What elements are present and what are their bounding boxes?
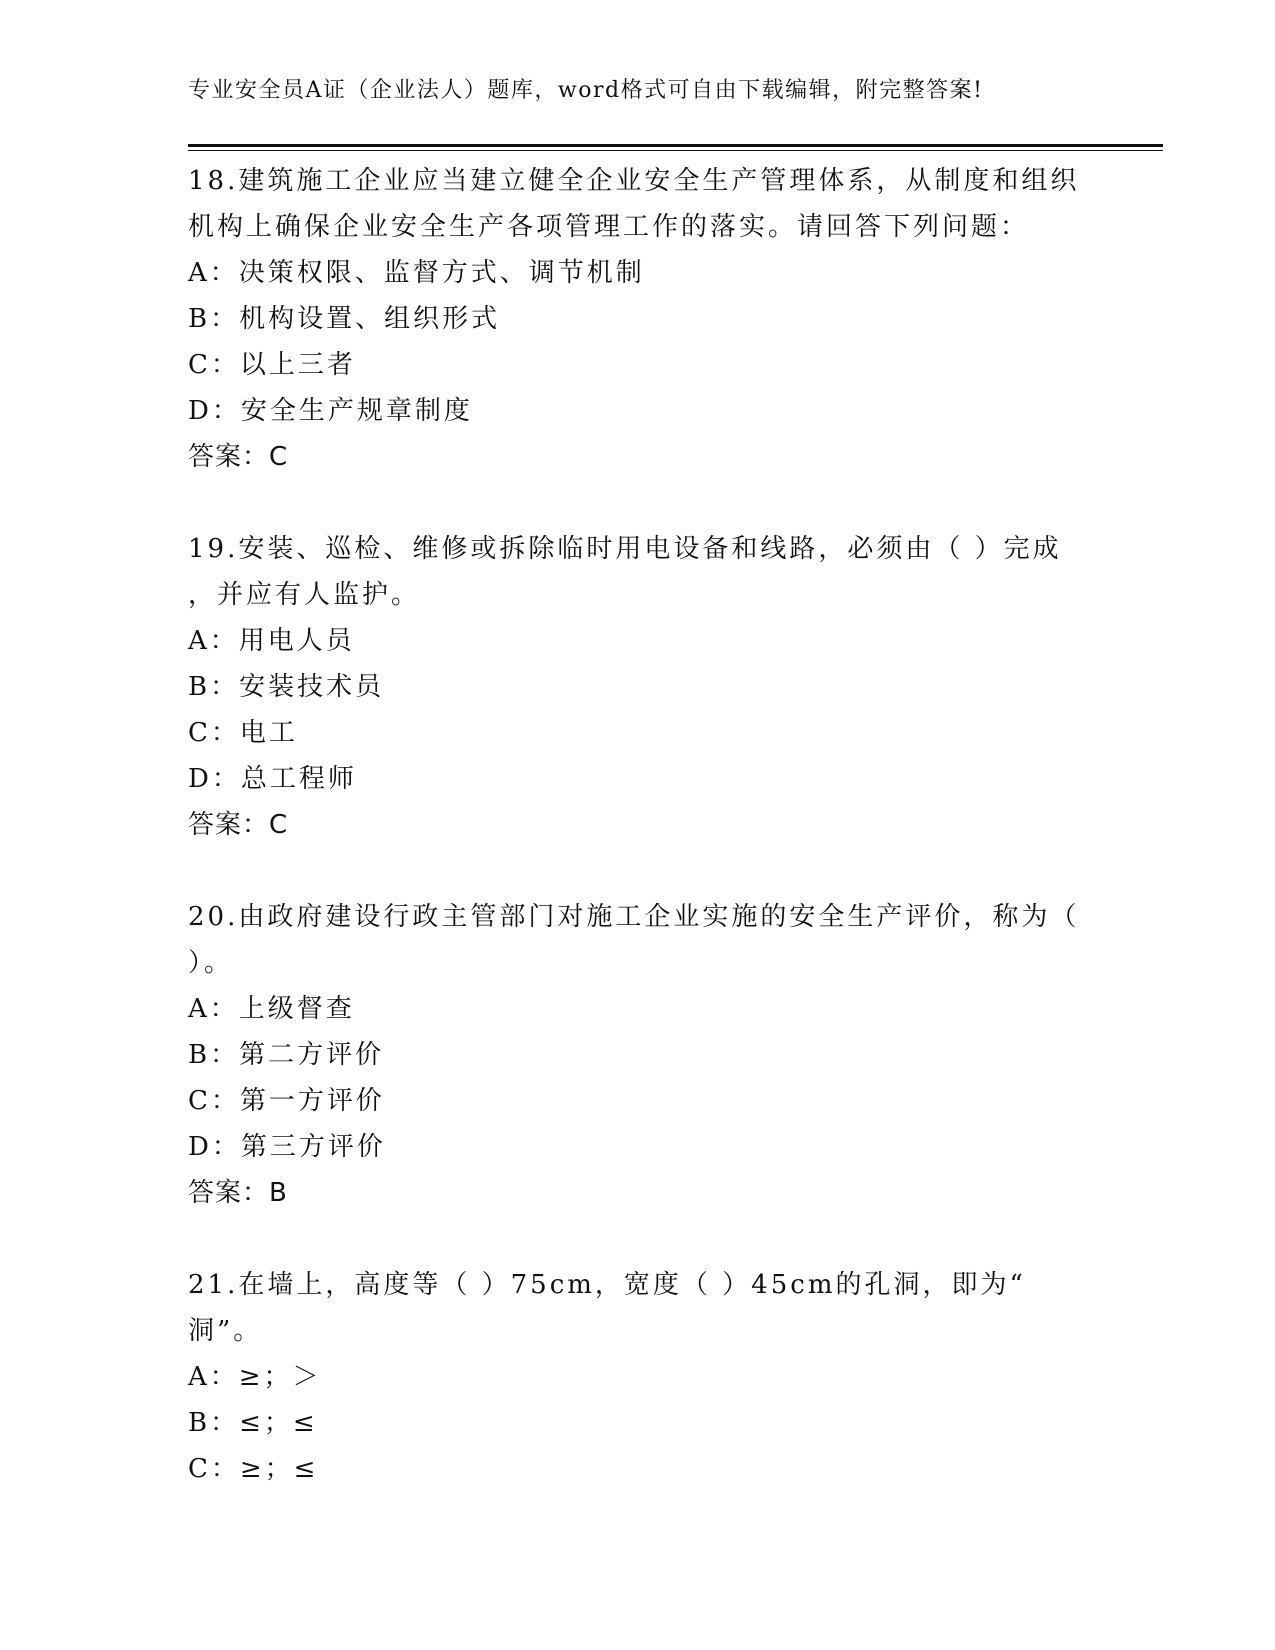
- option-b: B：安装技术员: [188, 672, 385, 702]
- option-c: C：电工: [188, 718, 298, 748]
- option-b: B：≤；≤: [188, 1408, 318, 1438]
- option-a: A：用电人员: [188, 626, 355, 656]
- option-a: A：≥；＞: [188, 1362, 322, 1392]
- question-stem-line: 机构上确保企业安全生产各项管理工作的落实。请回答下列问题：: [188, 212, 1030, 242]
- question-list: [188, 158, 1088, 1538]
- header-rule-thick: [188, 144, 1163, 147]
- question-stem-line: ，并应有人监护。: [188, 580, 421, 610]
- question-stem-line: 洞”。: [188, 1316, 263, 1346]
- option-d: D：第三方评价: [188, 1132, 386, 1162]
- option-b: B：机构设置、组织形式: [188, 304, 501, 334]
- option-d: D：安全生产规章制度: [188, 396, 473, 426]
- answer-line: 答案：C: [188, 810, 289, 840]
- question-stem-line: 18.建筑施工企业应当建立健全企业安全生产管理体系，从制度和组织: [188, 166, 1080, 196]
- answer-line: 答案：B: [188, 1178, 288, 1208]
- option-b: B：第二方评价: [188, 1040, 385, 1070]
- question-stem-line: 21.在墙上，高度等（ ）75cm，宽度（ ）45cm的孔洞，即为“: [188, 1270, 1026, 1300]
- question-21: [188, 1262, 1088, 1492]
- page-header-text: 专业安全员A证（企业法人）题库，word格式可自由下载编辑，附完整答案!: [188, 78, 984, 103]
- question-18: [188, 158, 1088, 480]
- answer-line: 答案：C: [188, 442, 289, 472]
- option-a: A：上级督查: [188, 994, 355, 1024]
- question-19: [188, 526, 1088, 848]
- option-c: C：≥；≤: [188, 1454, 319, 1484]
- option-c: C：第一方评价: [188, 1086, 385, 1116]
- option-c: C：以上三者: [188, 350, 356, 380]
- question-stem-line: ）。: [188, 948, 234, 978]
- question-20: [188, 894, 1088, 1216]
- option-d: D：总工程师: [188, 764, 357, 794]
- header-rule-thin: [188, 150, 1163, 151]
- option-a: A：决策权限、监督方式、调节机制: [188, 258, 645, 288]
- question-stem-line: 19.安装、巡检、维修或拆除临时用电设备和线路，必须由（ ）完成: [188, 534, 1062, 564]
- question-stem-line: 20.由政府建设行政主管部门对施工企业实施的安全生产评价，称为（: [188, 902, 1080, 932]
